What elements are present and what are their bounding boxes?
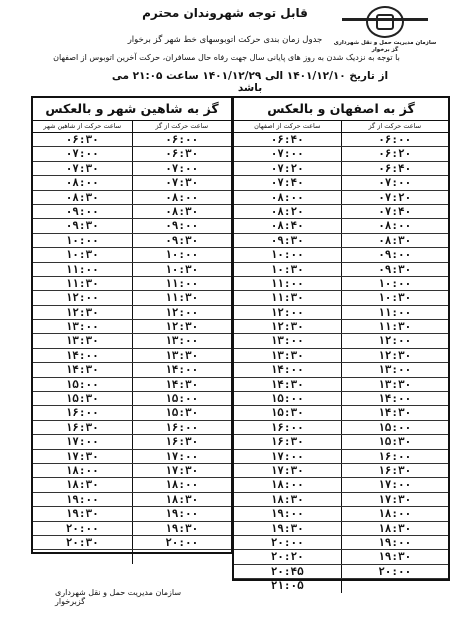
departure-time-return: ۰۸:۳۰	[33, 191, 133, 204]
departure-time-gaz: ۱۵:۳۰	[378, 435, 412, 449]
column-header-from-shahinshahr: ساعت حرکت از شاهین شهر	[33, 121, 133, 132]
departure-time-gaz: ۱۴:۰۰	[378, 392, 412, 406]
departure-time-gaz: ۰۶:۳۰	[165, 147, 199, 161]
departure-time-gaz: ۰۹:۳۰	[165, 233, 199, 247]
departure-time-return: ۱۷:۰۰	[33, 435, 133, 448]
departure-time-return: ۱۵:۳۰	[234, 406, 342, 419]
table-row	[234, 176, 448, 190]
departure-time-gaz: ۱۸:۳۰	[165, 492, 199, 506]
departure-time-return: ۱۲:۳۰	[33, 306, 133, 319]
departure-time-return: ۰۸:۰۰	[33, 176, 133, 189]
departure-time-return: ۱۵:۰۰	[33, 378, 133, 391]
departure-time-gaz: ۰۸:۳۰	[165, 204, 199, 218]
departure-time-gaz: ۱۸:۳۰	[378, 521, 412, 535]
departure-time-gaz: ۱۶:۰۰	[378, 449, 412, 463]
departure-time-gaz: ۱۰:۳۰	[378, 291, 412, 305]
departure-time-return: ۱۰:۳۰	[33, 248, 133, 261]
table-row	[33, 306, 231, 320]
table-row	[33, 133, 231, 147]
departure-time-return: ۱۸:۰۰	[33, 464, 133, 477]
departure-time-return: ۱۷:۳۰	[33, 450, 133, 463]
departure-time-return: ۰۹:۳۰	[234, 234, 342, 247]
departure-time-return: ۱۳:۰۰	[33, 320, 133, 333]
departure-time-gaz: ۱۳:۰۰	[378, 363, 412, 377]
table-heading: گز به شاهین شهر و بالعکس	[33, 98, 231, 121]
departure-time-gaz: ۰۹:۰۰	[378, 248, 412, 262]
departure-time-gaz: ۰۸:۰۰	[378, 219, 412, 233]
departure-time-return: ۱۹:۳۰	[234, 522, 342, 535]
date-range: از تاریخ ۱۴۰۱/۱۲/۱۰ الی ۱۴۰۱/۱۲/۲۹ ساعت ۲۱:۰۵ می باشد	[111, 70, 389, 94]
table-row	[33, 536, 231, 550]
departure-time-gaz: ۱۹:۰۰	[165, 507, 199, 521]
table-row	[33, 450, 231, 464]
departure-time-return: ۲۰:۳۰	[33, 536, 133, 549]
table-row	[234, 550, 448, 564]
table-row	[33, 176, 231, 190]
table-row	[234, 320, 448, 334]
departure-time-return: ۱۲:۰۰	[234, 306, 342, 319]
departure-time-return: ۱۳:۰۰	[234, 334, 342, 347]
table-row	[234, 349, 448, 363]
departure-time-return: ۰۶:۳۰	[33, 133, 133, 146]
table-row	[33, 263, 231, 277]
departure-time-return: ۲۰:۴۵	[234, 565, 342, 578]
departure-time-return: ۱۹:۰۰	[234, 507, 342, 520]
departure-time-gaz: ۱۶:۳۰	[378, 463, 412, 477]
departure-time-gaz: ۱۷:۰۰	[378, 478, 412, 492]
table-row	[234, 277, 448, 291]
departure-time-gaz: ۱۴:۰۰	[165, 363, 199, 377]
table-row	[33, 162, 231, 176]
departure-time-gaz	[342, 579, 449, 592]
departure-time-gaz: ۱۸:۰۰	[378, 507, 412, 521]
table-row	[234, 133, 448, 147]
departure-time-gaz: ۱۵:۰۰	[165, 392, 199, 406]
table-body	[234, 133, 448, 593]
departure-time-gaz	[133, 550, 232, 563]
departure-time-gaz: ۱۶:۳۰	[165, 435, 199, 449]
table-row	[33, 334, 231, 348]
table-row	[234, 464, 448, 478]
departure-time-return: ۱۴:۰۰	[234, 363, 342, 376]
table-row	[234, 536, 448, 550]
departure-time-return: ۰۸:۰۰	[234, 191, 342, 204]
departure-time-return: ۲۰:۲۰	[234, 550, 342, 563]
table-row	[33, 147, 231, 161]
departure-time-return: ۱۴:۳۰	[33, 363, 133, 376]
departure-time-return: ۰۶:۴۰	[234, 133, 342, 146]
table-row	[234, 435, 448, 449]
column-header-from-isfahan: ساعت حرکت از اصفهان	[234, 121, 342, 132]
table-row	[33, 478, 231, 492]
table-row	[33, 219, 231, 233]
departure-time-gaz: ۱۵:۰۰	[378, 420, 412, 434]
departure-time-return: ۱۷:۰۰	[234, 450, 342, 463]
table-row	[234, 248, 448, 262]
departure-time-gaz: ۱۰:۰۰	[165, 248, 199, 262]
departure-time-return: ۰۷:۰۰	[33, 147, 133, 160]
departure-time-gaz: ۲۰:۰۰	[165, 535, 199, 549]
departure-time-gaz: ۱۹:۰۰	[378, 535, 412, 549]
departure-time-gaz: ۱۴:۳۰	[378, 406, 412, 420]
departure-time-return: ۱۹:۰۰	[33, 493, 133, 506]
subtitle: جدول زمان بندی حرکت اتوبوسهای خط شهر گز برخوار	[127, 35, 323, 45]
table-row	[234, 263, 448, 277]
departure-time-gaz: ۰۹:۰۰	[165, 219, 199, 233]
table-row	[33, 234, 231, 248]
table-row	[33, 493, 231, 507]
table-row	[33, 248, 231, 262]
logo-caption: سازمان مدیریت حمل و نقل شهرداری گز برخوار	[333, 40, 437, 53]
departure-time-return: ۲۰:۰۰	[234, 536, 342, 549]
departure-time-return: ۱۳:۳۰	[33, 334, 133, 347]
departure-time-gaz: ۰۸:۳۰	[378, 233, 412, 247]
departure-time-gaz: ۱۷:۰۰	[165, 449, 199, 463]
departure-time-gaz: ۱۳:۰۰	[165, 334, 199, 348]
departure-time-return: ۰۷:۳۰	[33, 162, 133, 175]
departure-time-gaz: ۱۳:۳۰	[165, 348, 199, 362]
table-row	[234, 478, 448, 492]
table-row	[33, 507, 231, 521]
departure-time-return: ۲۰:۰۰	[33, 522, 133, 535]
departure-time-return: ۱۸:۳۰	[33, 478, 133, 491]
table-row	[234, 450, 448, 464]
table-row	[234, 378, 448, 392]
table-row	[234, 147, 448, 161]
table-row	[33, 522, 231, 536]
table-row	[33, 550, 231, 563]
departure-time-gaz: ۱۶:۰۰	[165, 420, 199, 434]
departure-time-return: ۱۳:۳۰	[234, 349, 342, 362]
departure-time-return	[33, 550, 133, 563]
departure-time-return: ۱۱:۰۰	[33, 263, 133, 276]
table-row	[234, 205, 448, 219]
departure-time-gaz: ۱۷:۳۰	[378, 492, 412, 506]
table-row	[33, 406, 231, 420]
departure-time-return: ۱۰:۳۰	[234, 263, 342, 276]
table-row	[234, 162, 448, 176]
table-column-headers	[33, 121, 231, 133]
departure-time-gaz: ۱۲:۳۰	[165, 320, 199, 334]
table-row	[33, 363, 231, 377]
table-row	[33, 421, 231, 435]
departure-time-gaz: ۱۵:۳۰	[165, 406, 199, 420]
table-row	[234, 565, 448, 579]
departure-time-return: ۱۷:۳۰	[234, 464, 342, 477]
table-row	[234, 406, 448, 420]
gaz-isfahan-schedule-table	[232, 96, 450, 593]
table-row	[33, 205, 231, 219]
notice-line: با توجه به نزدیک شدن به روز های پایانی سال جهت رفاه حال مسافران، حرکت آخرین اتوبوس از اصفهان	[53, 53, 400, 62]
departure-time-gaz: ۱۲:۳۰	[378, 348, 412, 362]
departure-time-gaz: ۲۰:۰۰	[378, 564, 412, 578]
departure-time-return: ۱۱:۰۰	[234, 277, 342, 290]
departure-time-return: ۱۴:۰۰	[33, 349, 133, 362]
gaz-shahinshahr-schedule-table	[31, 96, 233, 554]
departure-time-gaz: ۰۶:۴۰	[378, 161, 412, 175]
departure-time-return: ۰۷:۰۰	[234, 147, 342, 160]
departure-time-gaz: ۱۱:۰۰	[165, 276, 199, 290]
departure-time-gaz: ۱۲:۰۰	[165, 305, 199, 319]
departure-time-gaz: ۰۷:۴۰	[378, 204, 412, 218]
departure-time-gaz: ۰۷:۳۰	[165, 176, 199, 190]
departure-time-gaz: ۱۳:۳۰	[378, 377, 412, 391]
table-row	[234, 306, 448, 320]
departure-time-return: ۱۵:۰۰	[234, 392, 342, 405]
table-row	[33, 277, 231, 291]
header	[0, 0, 453, 92]
table-row	[234, 392, 448, 406]
departure-time-gaz: ۱۱:۰۰	[378, 305, 412, 319]
departure-time-return: ۲۱:۰۵	[234, 579, 342, 592]
departure-time-gaz: ۱۲:۰۰	[378, 334, 412, 348]
departure-time-return: ۱۰:۰۰	[234, 248, 342, 261]
departure-time-gaz: ۱۰:۰۰	[378, 276, 412, 290]
departure-time-return: ۰۹:۳۰	[33, 219, 133, 232]
departure-time-gaz: ۰۶:۲۰	[378, 147, 412, 161]
table-row	[234, 334, 448, 348]
departure-time-return: ۰۹:۰۰	[33, 205, 133, 218]
table-row	[234, 579, 448, 592]
departure-time-gaz: ۱۸:۰۰	[165, 478, 199, 492]
table-row	[234, 363, 448, 377]
departure-time-return: ۱۲:۳۰	[234, 320, 342, 333]
departure-time-return: ۱۱:۳۰	[234, 291, 342, 304]
departure-time-gaz: ۱۰:۳۰	[165, 262, 199, 276]
table-row	[234, 493, 448, 507]
table-row	[33, 191, 231, 205]
departure-time-gaz: ۱۹:۳۰	[165, 521, 199, 535]
column-header-from-gaz: ساعت حرکت از گز	[368, 122, 422, 130]
footer-signature: سازمان مدیریت حمل و نقل شهرداری گزبرخوار	[55, 588, 182, 606]
table-row	[33, 291, 231, 305]
departure-time-return: ۱۶:۳۰	[33, 421, 133, 434]
departure-time-gaz: ۰۸:۰۰	[165, 190, 199, 204]
departure-time-gaz: ۰۷:۰۰	[378, 176, 412, 190]
table-row	[234, 507, 448, 521]
page-title: قابل توجه شهروندان محترم	[142, 6, 308, 20]
departure-time-gaz: ۱۹:۳۰	[378, 550, 412, 564]
departure-time-gaz: ۰۶:۰۰	[378, 133, 412, 146]
table-row	[33, 464, 231, 478]
table-row	[33, 378, 231, 392]
table-row	[33, 435, 231, 449]
departure-time-gaz: ۱۷:۳۰	[165, 463, 199, 477]
departure-time-gaz: ۰۹:۳۰	[378, 262, 412, 276]
departure-time-return: ۰۷:۴۰	[234, 176, 342, 189]
departure-time-return: ۰۸:۲۰	[234, 205, 342, 218]
departure-time-return: ۱۰:۰۰	[33, 234, 133, 247]
departure-time-return: ۱۱:۳۰	[33, 277, 133, 290]
table-row	[234, 191, 448, 205]
departure-time-return: ۰۷:۲۰	[234, 162, 342, 175]
departure-time-return: ۱۶:۰۰	[234, 421, 342, 434]
departure-time-return: ۱۹:۳۰	[33, 507, 133, 520]
table-row	[33, 349, 231, 363]
column-header-from-gaz: ساعت حرکت از گز	[155, 122, 209, 130]
table-row	[234, 522, 448, 536]
departure-time-return: ۰۸:۴۰	[234, 219, 342, 232]
departure-time-gaz: ۱۱:۳۰	[378, 320, 412, 334]
table-row	[234, 234, 448, 248]
departure-time-gaz: ۱۱:۳۰	[165, 291, 199, 305]
departure-time-gaz: ۰۷:۲۰	[378, 190, 412, 204]
departure-time-return: ۱۶:۰۰	[33, 406, 133, 419]
table-row	[33, 320, 231, 334]
table-row	[33, 392, 231, 406]
departure-time-return: ۱۸:۳۰	[234, 493, 342, 506]
table-row	[234, 291, 448, 305]
table-body	[33, 133, 231, 564]
organization-logo-icon	[366, 6, 404, 38]
table-row	[234, 421, 448, 435]
table-row	[234, 219, 448, 233]
table-column-headers	[234, 121, 448, 133]
departure-time-return: ۱۵:۳۰	[33, 392, 133, 405]
departure-time-gaz: ۱۴:۳۰	[165, 377, 199, 391]
departure-time-return: ۱۶:۳۰	[234, 435, 342, 448]
departure-time-return: ۱۲:۰۰	[33, 291, 133, 304]
table-heading: گز به اصفهان و بالعکس	[234, 98, 448, 121]
departure-time-return: ۱۸:۰۰	[234, 478, 342, 491]
departure-time-gaz: ۰۷:۰۰	[165, 161, 199, 175]
departure-time-gaz: ۰۶:۰۰	[165, 133, 199, 146]
departure-time-return: ۱۴:۳۰	[234, 378, 342, 391]
